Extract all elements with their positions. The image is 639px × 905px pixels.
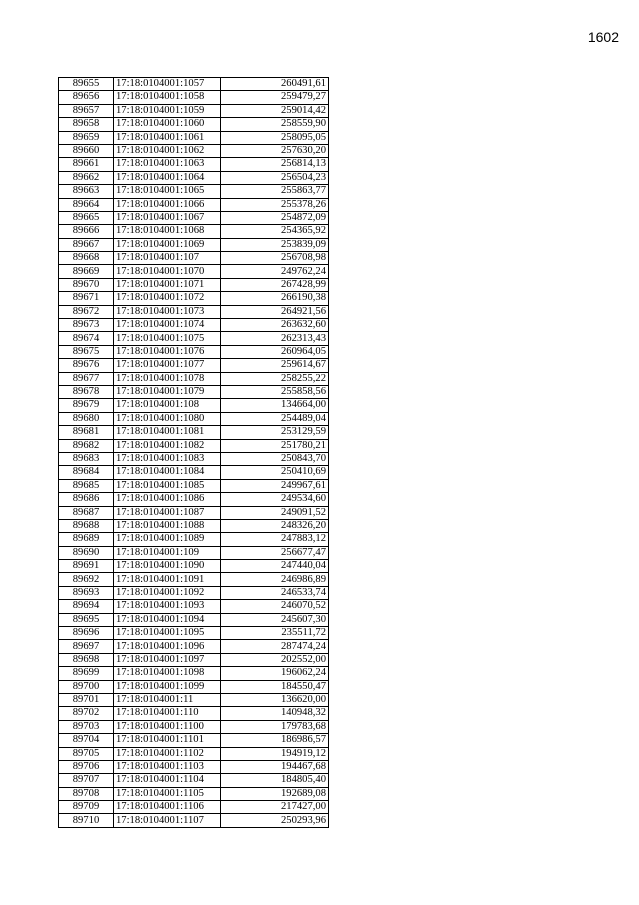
cadastral-value-cell: 255863,77 (221, 185, 329, 198)
table-row (59, 372, 329, 385)
row-number-cell: 89679 (59, 399, 114, 412)
row-number-cell: 89674 (59, 332, 114, 345)
cadastral-value-cell: 262313,43 (221, 332, 329, 345)
cadastral-value-cell: 184550,47 (221, 680, 329, 693)
table-row (59, 667, 329, 680)
table-row (59, 760, 329, 773)
table-row (59, 292, 329, 305)
row-number-cell: 89687 (59, 506, 114, 519)
cadastral-value-cell: 245607,30 (221, 613, 329, 626)
table-row (59, 600, 329, 613)
cadastral-number-cell: 17:18:0104001:1062 (114, 144, 221, 157)
cadastral-number-cell: 17:18:0104001:1095 (114, 627, 221, 640)
row-number-cell: 89669 (59, 265, 114, 278)
cadastral-value-cell: 253839,09 (221, 238, 329, 251)
row-number-cell: 89708 (59, 787, 114, 800)
table-row (59, 144, 329, 157)
cadastral-value-cell: 267428,99 (221, 278, 329, 291)
row-number-cell: 89703 (59, 720, 114, 733)
row-number-cell: 89691 (59, 560, 114, 573)
cadastral-value-cell: 246070,52 (221, 600, 329, 613)
page-number: 1602 (587, 29, 619, 45)
row-number-cell: 89693 (59, 586, 114, 599)
row-number-cell: 89680 (59, 412, 114, 425)
row-number-cell: 89671 (59, 292, 114, 305)
cadastral-value-cell: 194467,68 (221, 760, 329, 773)
table-row (59, 814, 329, 827)
cadastral-number-cell: 17:18:0104001:1086 (114, 493, 221, 506)
cadastral-number-cell: 17:18:0104001:1102 (114, 747, 221, 760)
cadastral-number-cell: 17:18:0104001:1065 (114, 185, 221, 198)
row-number-cell: 89707 (59, 774, 114, 787)
row-number-cell: 89706 (59, 760, 114, 773)
table-row (59, 412, 329, 425)
table-row (59, 533, 329, 546)
table-row (59, 78, 329, 91)
table-row (59, 305, 329, 318)
cadastral-value-table (58, 77, 329, 828)
cadastral-value-cell: 248326,20 (221, 519, 329, 532)
cadastral-number-cell: 17:18:0104001:1101 (114, 734, 221, 747)
cadastral-number-cell: 17:18:0104001:1103 (114, 760, 221, 773)
row-number-cell: 89683 (59, 452, 114, 465)
table-row (59, 319, 329, 332)
cadastral-number-cell: 17:18:0104001:1081 (114, 426, 221, 439)
row-number-cell: 89667 (59, 238, 114, 251)
table-row (59, 104, 329, 117)
row-number-cell: 89678 (59, 385, 114, 398)
table-row (59, 734, 329, 747)
cadastral-value-cell: 258255,22 (221, 372, 329, 385)
table-row (59, 680, 329, 693)
cadastral-number-cell: 17:18:0104001:1069 (114, 238, 221, 251)
cadastral-number-cell: 17:18:0104001:1070 (114, 265, 221, 278)
table-row (59, 185, 329, 198)
row-number-cell: 89688 (59, 519, 114, 532)
cadastral-number-cell: 17:18:0104001:1105 (114, 787, 221, 800)
cadastral-number-cell: 17:18:0104001:1099 (114, 680, 221, 693)
cadastral-value-cell: 136620,00 (221, 693, 329, 706)
row-number-cell: 89655 (59, 78, 114, 91)
cadastral-value-cell: 251780,21 (221, 439, 329, 452)
cadastral-value-cell: 196062,24 (221, 667, 329, 680)
cadastral-number-cell: 17:18:0104001:1085 (114, 479, 221, 492)
cadastral-number-cell: 17:18:0104001:108 (114, 399, 221, 412)
table-row (59, 399, 329, 412)
row-number-cell: 89663 (59, 185, 114, 198)
table-row (59, 627, 329, 640)
cadastral-value-cell: 140948,32 (221, 707, 329, 720)
table-row (59, 586, 329, 599)
table-row (59, 198, 329, 211)
cadastral-value-cell: 263632,60 (221, 319, 329, 332)
row-number-cell: 89673 (59, 319, 114, 332)
row-number-cell: 89709 (59, 801, 114, 814)
cadastral-number-cell: 17:18:0104001:1083 (114, 452, 221, 465)
table-row (59, 426, 329, 439)
row-number-cell: 89682 (59, 439, 114, 452)
cadastral-number-cell: 17:18:0104001:1076 (114, 345, 221, 358)
table-row (59, 278, 329, 291)
cadastral-number-cell: 17:18:0104001:1088 (114, 519, 221, 532)
table-row (59, 385, 329, 398)
cadastral-number-cell: 17:18:0104001:1066 (114, 198, 221, 211)
row-number-cell: 89677 (59, 372, 114, 385)
row-number-cell: 89672 (59, 305, 114, 318)
row-number-cell: 89694 (59, 600, 114, 613)
cadastral-value-cell: 186986,57 (221, 734, 329, 747)
table-row (59, 359, 329, 372)
cadastral-number-cell: 17:18:0104001:1060 (114, 118, 221, 131)
table-row (59, 345, 329, 358)
row-number-cell: 89668 (59, 252, 114, 265)
cadastral-number-cell: 17:18:0104001:1059 (114, 104, 221, 117)
row-number-cell: 89665 (59, 211, 114, 224)
cadastral-number-cell: 17:18:0104001:1075 (114, 332, 221, 345)
cadastral-value-cell: 253129,59 (221, 426, 329, 439)
cadastral-value-cell: 256814,13 (221, 158, 329, 171)
row-number-cell: 89658 (59, 118, 114, 131)
table-row (59, 573, 329, 586)
cadastral-value-cell: 217427,00 (221, 801, 329, 814)
table-row (59, 479, 329, 492)
row-number-cell: 89662 (59, 171, 114, 184)
cadastral-number-cell: 17:18:0104001:1090 (114, 560, 221, 573)
cadastral-number-cell: 17:18:0104001:1092 (114, 586, 221, 599)
cadastral-value-cell: 255378,26 (221, 198, 329, 211)
cadastral-value-cell: 246986,89 (221, 573, 329, 586)
row-number-cell: 89659 (59, 131, 114, 144)
cadastral-value-cell: 246533,74 (221, 586, 329, 599)
row-number-cell: 89681 (59, 426, 114, 439)
cadastral-number-cell: 17:18:0104001:107 (114, 252, 221, 265)
cadastral-value-cell: 254365,92 (221, 225, 329, 238)
cadastral-value-cell: 194919,12 (221, 747, 329, 760)
cadastral-value-cell: 254489,04 (221, 412, 329, 425)
row-number-cell: 89666 (59, 225, 114, 238)
cadastral-number-cell: 17:18:0104001:1078 (114, 372, 221, 385)
table-row (59, 560, 329, 573)
row-number-cell: 89704 (59, 734, 114, 747)
table-row (59, 466, 329, 479)
cadastral-value-cell: 256677,47 (221, 546, 329, 559)
cadastral-value-cell: 235511,72 (221, 627, 329, 640)
table-row (59, 747, 329, 760)
table-row (59, 118, 329, 131)
cadastral-value-cell: 247440,04 (221, 560, 329, 573)
row-number-cell: 89664 (59, 198, 114, 211)
cadastral-value-cell: 184805,40 (221, 774, 329, 787)
cadastral-value-cell: 247883,12 (221, 533, 329, 546)
row-number-cell: 89657 (59, 104, 114, 117)
cadastral-number-cell: 17:18:0104001:1100 (114, 720, 221, 733)
cadastral-number-cell: 17:18:0104001:1084 (114, 466, 221, 479)
table-row (59, 720, 329, 733)
cadastral-number-cell: 17:18:0104001:1057 (114, 78, 221, 91)
row-number-cell: 89685 (59, 479, 114, 492)
row-number-cell: 89692 (59, 573, 114, 586)
table-row (59, 452, 329, 465)
cadastral-number-cell: 17:18:0104001:1073 (114, 305, 221, 318)
cadastral-number-cell: 17:18:0104001:1089 (114, 533, 221, 546)
cadastral-number-cell: 17:18:0104001:1067 (114, 211, 221, 224)
table-row (59, 493, 329, 506)
table-row (59, 707, 329, 720)
cadastral-value-cell: 250843,70 (221, 452, 329, 465)
cadastral-value-cell: 260491,61 (221, 78, 329, 91)
table-row (59, 91, 329, 104)
row-number-cell: 89661 (59, 158, 114, 171)
table-row (59, 332, 329, 345)
row-number-cell: 89676 (59, 359, 114, 372)
row-number-cell: 89696 (59, 627, 114, 640)
cadastral-number-cell: 17:18:0104001:1082 (114, 439, 221, 452)
cadastral-number-cell: 17:18:0104001:1098 (114, 667, 221, 680)
table-row (59, 693, 329, 706)
cadastral-number-cell: 17:18:0104001:1097 (114, 653, 221, 666)
table-row (59, 265, 329, 278)
cadastral-value-cell: 255858,56 (221, 385, 329, 398)
cadastral-value-cell: 250410,69 (221, 466, 329, 479)
row-number-cell: 89699 (59, 667, 114, 680)
cadastral-value-cell: 249534,60 (221, 493, 329, 506)
row-number-cell: 89689 (59, 533, 114, 546)
row-number-cell: 89670 (59, 278, 114, 291)
cadastral-number-cell: 17:18:0104001:109 (114, 546, 221, 559)
row-number-cell: 89705 (59, 747, 114, 760)
cadastral-value-cell: 256708,98 (221, 252, 329, 265)
cadastral-number-cell: 17:18:0104001:1107 (114, 814, 221, 827)
cadastral-number-cell: 17:18:0104001:11 (114, 693, 221, 706)
table-row (59, 238, 329, 251)
table-row (59, 225, 329, 238)
cadastral-value-cell: 258095,05 (221, 131, 329, 144)
cadastral-number-cell: 17:18:0104001:1064 (114, 171, 221, 184)
table-row (59, 546, 329, 559)
cadastral-number-cell: 17:18:0104001:1058 (114, 91, 221, 104)
cadastral-value-cell: 134664,00 (221, 399, 329, 412)
cadastral-value-cell: 258559,90 (221, 118, 329, 131)
table-row (59, 131, 329, 144)
cadastral-value-cell: 192689,08 (221, 787, 329, 800)
cadastral-value-cell: 249967,61 (221, 479, 329, 492)
table-row (59, 640, 329, 653)
cadastral-value-cell: 202552,00 (221, 653, 329, 666)
cadastral-number-cell: 17:18:0104001:1096 (114, 640, 221, 653)
row-number-cell: 89701 (59, 693, 114, 706)
table-row (59, 252, 329, 265)
table-row (59, 506, 329, 519)
table-row (59, 787, 329, 800)
cadastral-number-cell: 17:18:0104001:1080 (114, 412, 221, 425)
row-number-cell: 89698 (59, 653, 114, 666)
cadastral-value-cell: 264921,56 (221, 305, 329, 318)
cadastral-number-cell: 17:18:0104001:1079 (114, 385, 221, 398)
cadastral-value-cell: 287474,24 (221, 640, 329, 653)
table-row (59, 519, 329, 532)
row-number-cell: 89710 (59, 814, 114, 827)
table-row (59, 439, 329, 452)
row-number-cell: 89702 (59, 707, 114, 720)
cadastral-number-cell: 17:18:0104001:1072 (114, 292, 221, 305)
cadastral-value-cell: 259014,42 (221, 104, 329, 117)
row-number-cell: 89700 (59, 680, 114, 693)
cadastral-value-cell: 260964,05 (221, 345, 329, 358)
cadastral-value-cell: 257630,20 (221, 144, 329, 157)
cadastral-number-cell: 17:18:0104001:1104 (114, 774, 221, 787)
cadastral-number-cell: 17:18:0104001:1077 (114, 359, 221, 372)
table-row (59, 158, 329, 171)
table-row (59, 653, 329, 666)
row-number-cell: 89695 (59, 613, 114, 626)
cadastral-number-cell: 17:18:0104001:1094 (114, 613, 221, 626)
row-number-cell: 89675 (59, 345, 114, 358)
cadastral-number-cell: 17:18:0104001:1093 (114, 600, 221, 613)
table-row (59, 801, 329, 814)
table-row (59, 171, 329, 184)
cadastral-value-cell: 250293,96 (221, 814, 329, 827)
cadastral-value-cell: 266190,38 (221, 292, 329, 305)
table-row (59, 211, 329, 224)
cadastral-number-cell: 17:18:0104001:1071 (114, 278, 221, 291)
row-number-cell: 89656 (59, 91, 114, 104)
row-number-cell: 89686 (59, 493, 114, 506)
row-number-cell: 89684 (59, 466, 114, 479)
cadastral-number-cell: 17:18:0104001:1091 (114, 573, 221, 586)
row-number-cell: 89690 (59, 546, 114, 559)
row-number-cell: 89697 (59, 640, 114, 653)
row-number-cell: 89660 (59, 144, 114, 157)
cadastral-number-cell: 17:18:0104001:1063 (114, 158, 221, 171)
cadastral-value-cell: 249091,52 (221, 506, 329, 519)
cadastral-value-cell: 254872,09 (221, 211, 329, 224)
table-row (59, 613, 329, 626)
cadastral-value-cell: 179783,68 (221, 720, 329, 733)
cadastral-number-cell: 17:18:0104001:1106 (114, 801, 221, 814)
cadastral-number-cell: 17:18:0104001:1087 (114, 506, 221, 519)
cadastral-value-cell: 259479,27 (221, 91, 329, 104)
cadastral-number-cell: 17:18:0104001:1074 (114, 319, 221, 332)
cadastral-number-cell: 17:18:0104001:1061 (114, 131, 221, 144)
table-body (59, 78, 329, 828)
cadastral-number-cell: 17:18:0104001:1068 (114, 225, 221, 238)
cadastral-number-cell: 17:18:0104001:110 (114, 707, 221, 720)
cadastral-value-cell: 256504,23 (221, 171, 329, 184)
cadastral-value-cell: 259614,67 (221, 359, 329, 372)
cadastral-value-cell: 249762,24 (221, 265, 329, 278)
table-row (59, 774, 329, 787)
